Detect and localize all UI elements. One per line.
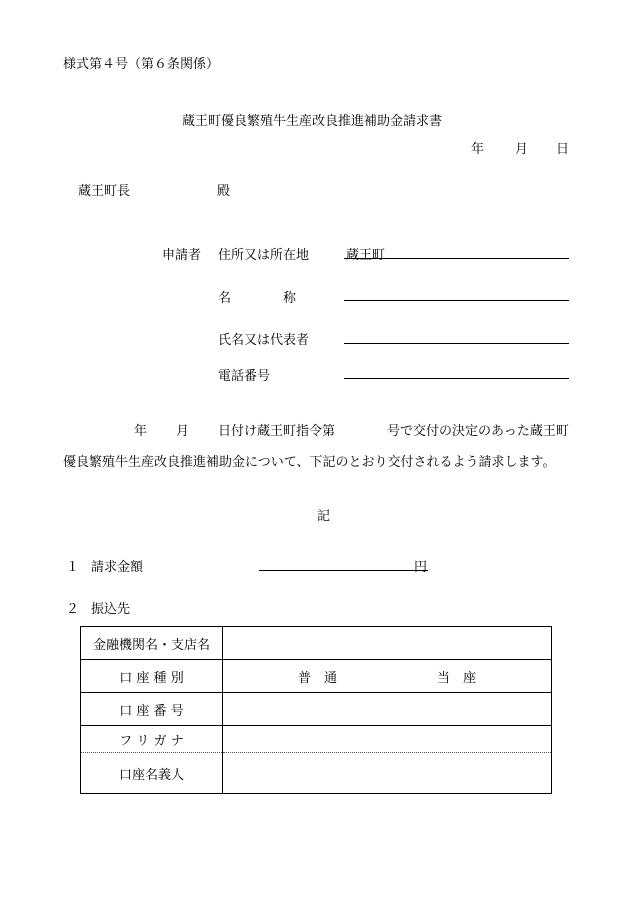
phone-label: 電話番号 (218, 369, 271, 384)
item1-label: 請求金額 (91, 560, 144, 575)
furigana-label: フ リ ガ ナ (81, 726, 223, 753)
table-row (81, 753, 552, 794)
table-row (81, 660, 552, 693)
form-number: 様式第４号（第６条関係） (63, 57, 220, 72)
account-type-current[interactable]: 当 座 (437, 670, 477, 686)
document-title: 蔵王町優良繁殖牛生産改良推進補助金請求書 (182, 114, 443, 129)
body-issue-text: 号で交付の決定のあった蔵王町 (387, 424, 569, 439)
addressee-honorific: 殿 (217, 184, 231, 199)
body-day-text: 日付け蔵王町指令第 (218, 424, 336, 439)
applicant-label: 申請者 (162, 248, 202, 263)
table-row (81, 726, 552, 753)
date-month: 月 (515, 142, 529, 157)
name-line[interactable] (344, 300, 569, 301)
representative-line[interactable] (344, 343, 569, 344)
item2-number: ２ (66, 602, 80, 617)
addressee-name: 蔵王町長 (78, 184, 131, 199)
address-line[interactable] (344, 258, 569, 259)
address-label: 住所又は所在地 (218, 248, 310, 263)
account-holder-label: 口座名義人 (81, 753, 223, 794)
address-value[interactable]: 蔵王町 (346, 248, 386, 263)
name-label: 名 称 (218, 291, 297, 306)
bank-table (80, 626, 552, 794)
phone-line[interactable] (344, 378, 569, 379)
item1-number: １ (66, 560, 80, 575)
body-year: 年 (134, 424, 148, 439)
amount-unit: 円 (414, 560, 428, 575)
date-year: 年 (471, 142, 485, 157)
date-day: 日 (556, 142, 570, 157)
bank-name-field[interactable] (223, 627, 552, 660)
account-type-label: 口 座 種 別 (81, 660, 223, 693)
body-line2: 優良繁殖牛生産改良推進補助金について、下記のとおり交付されるよう請求します。 (63, 455, 556, 470)
account-type-ordinary[interactable]: 普 通 (298, 670, 338, 686)
account-number-field[interactable] (223, 693, 552, 726)
bank-name-label: 金融機関名・支店名 (81, 627, 223, 660)
furigana-field[interactable] (223, 726, 552, 753)
table-row (81, 693, 552, 726)
table-row (81, 627, 552, 660)
amount-line[interactable] (259, 570, 428, 571)
account-type-field[interactable] (223, 660, 552, 693)
account-number-label: 口 座 番 号 (81, 693, 223, 726)
body-month: 月 (176, 424, 190, 439)
item2-label: 振込先 (91, 602, 131, 617)
account-holder-field[interactable] (223, 753, 552, 794)
representative-label: 氏名又は代表者 (218, 333, 310, 348)
ki-heading: 記 (317, 509, 331, 524)
